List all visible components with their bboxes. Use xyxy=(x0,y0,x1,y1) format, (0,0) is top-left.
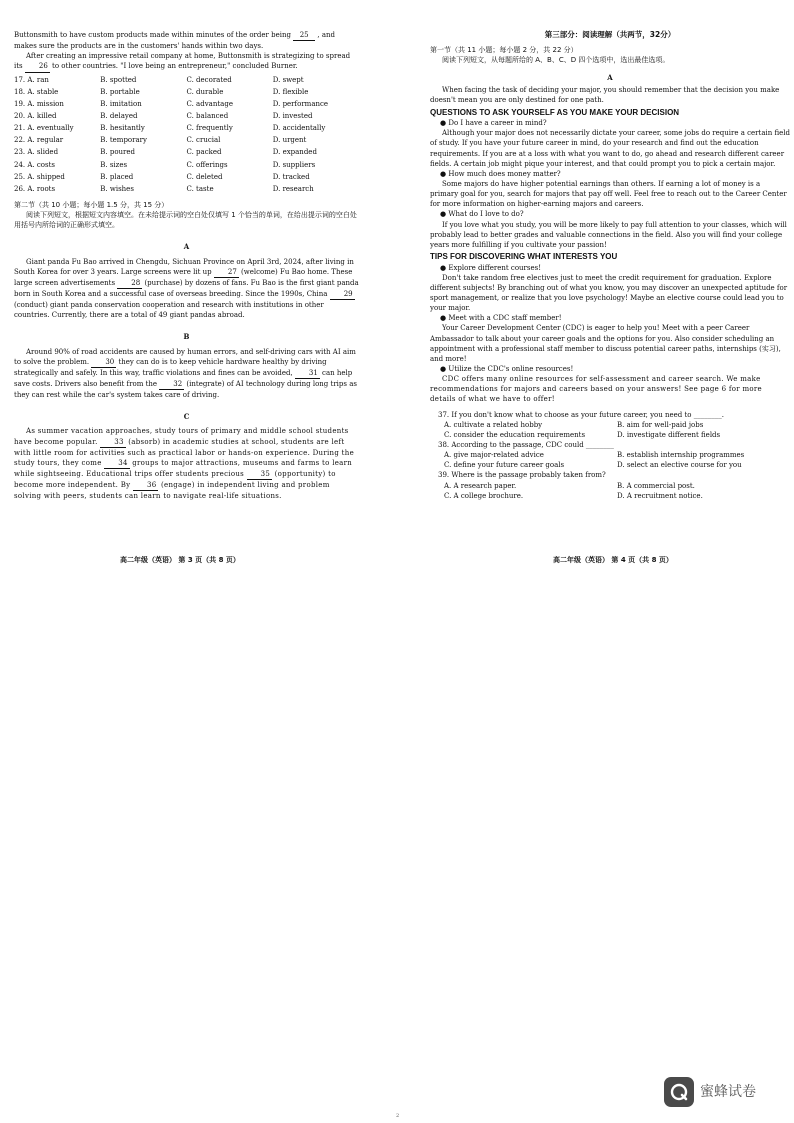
passage-c-label: C xyxy=(183,412,190,422)
bullet-online-resources: ● Utilize the CDC's online resources! xyxy=(440,365,574,373)
right-page xyxy=(430,30,790,501)
bullet-money-matter: ● How much does money matter? xyxy=(440,169,561,178)
option[interactable]: D. investigate different fields xyxy=(617,430,721,439)
blank-30[interactable]: 30 xyxy=(91,357,116,368)
option[interactable]: C. A college brochure. xyxy=(444,491,524,500)
section-2-instructions: 阅读下列短文，根据短文内容填空。在未给提示词的空白处仅填写 1 个恰当的单词，在给出提示词的空白处用括号内所给词的正确形式填空。 xyxy=(14,211,357,230)
blank-33[interactable]: 33 xyxy=(100,437,126,448)
option-row: 25. A. shipped B. placed C. deleted D. tracked xyxy=(14,172,310,181)
bullet-explore-courses: ● Explore different courses! xyxy=(440,263,542,272)
text-money-matter: Some majors do have higher potential earnings than others. If earning a lot of money is a primary goal for you, search for majors that pay off well. Feel free to reach out to the Career Center for more information on higher-earning majors and careers. xyxy=(430,180,787,209)
question-38-options xyxy=(430,450,790,470)
blank-35[interactable]: 35 xyxy=(247,469,273,480)
blank-34[interactable]: 34 xyxy=(104,458,130,469)
passage-b-label: B xyxy=(183,332,190,342)
option[interactable]: A. cultivate a related hobby xyxy=(444,420,543,429)
option-row: 17. A. ran B. spotted C. decorated D. swept xyxy=(14,75,304,84)
question-39-options xyxy=(430,481,790,501)
section-1-instructions: 阅读下列短文，从每题所给的 A、B、C、D 四个选项中，选出最佳选项。 xyxy=(442,56,670,65)
blank-36[interactable]: 36 xyxy=(133,480,159,491)
option-row: 19. A. mission B. imitation C. advantage D. performance xyxy=(14,99,329,108)
question-37-options xyxy=(430,420,790,440)
watermark-text: 蜜蜂试卷 xyxy=(700,1083,756,1100)
text-love-to-do: If you love what you study, you will be more likely to pay full attention to your classes, which will probably lead to better grades and valuable connections in the field. Also you will find your college years more fulfilling if you cultivate your passion! xyxy=(430,220,787,249)
reading-passage-label: A xyxy=(607,73,613,83)
text-online-resources: CDC offers many online resources for self-assessment and career search. We make recommendations for majors and careers based on your answers! See page 6 for more details of what we have to offer! xyxy=(430,375,762,404)
text-explore-courses: Don't take random free electives just to meet the credit requirement for graduation. Explore different subjects! By branching out of what you know, you may discover an unexpected aptitude for sport management, or realize that you love psychology! Maybe an elective course could lead you to your major. xyxy=(430,273,788,313)
option-row: 18. A. stable B. portable C. durable D. flexible xyxy=(14,87,309,96)
option[interactable]: B. establish internship programmes xyxy=(617,451,745,460)
option-row: 26. A. roots B. wishes C. taste D. research xyxy=(14,184,314,193)
option-row: 23. A. slided B. poured C. packed D. expanded xyxy=(14,148,317,157)
bullet-meet-cdc: ● Meet with a CDC staff member! xyxy=(440,314,562,323)
option-row: 20. A. killed B. delayed C. balanced D. invested xyxy=(14,111,313,120)
option-row: 22. A. regular B. temporary C. crucial D. urgent xyxy=(14,136,307,145)
left-page-footer: 高二年级（英语） 第 3 页（共 8 页） xyxy=(120,556,240,564)
option[interactable]: D. select an elective course for you xyxy=(617,461,742,470)
text-meet-cdc: Your Career Development Center (CDC) is eager to help you! Meet with a peer Career Ambassador to talk about your career goals and the options for you. Also consider scheduling an appointment with a professional staff member to discuss potential career paths, internships (实习), and more! xyxy=(430,324,781,363)
bee-logo-icon xyxy=(664,1077,694,1107)
passage-a-label: A xyxy=(183,242,190,252)
part-3-title: 第三部分：阅读理解（共两节，32分） xyxy=(544,30,676,39)
blank-26[interactable]: 26 xyxy=(25,61,50,72)
passage-b-text: Around 90% of road accidents are caused by human errors, and self-driving cars with AI aim to solve the problem. 30 they can do is to keep vehicle hardware healthy by driving strategically and safely. In this way, traffic violations and fines can be avoided, 31 can help save costs. Drivers also benefit from the 32 (integrate) of AI technology during long trips as they can rest while the car's system takes care of driving. xyxy=(14,347,357,400)
bullet-career-in-mind: ● Do I have a career in mind? xyxy=(440,119,547,128)
question-38-stem: 38. According to the passage, CDC could ________ xyxy=(438,440,614,449)
blank-25[interactable]: 25 xyxy=(293,30,315,41)
option[interactable]: B. aim for well-paid jobs xyxy=(617,420,704,429)
option-row: 24. A. costs B. sizes C. offerings D. suppliers xyxy=(14,160,316,169)
option[interactable]: A. A research paper. xyxy=(444,481,517,490)
left-page xyxy=(14,30,359,501)
question-39-stem: 39. Where is the passage probably taken from? xyxy=(438,471,606,480)
blank-27[interactable]: 27 xyxy=(214,267,239,278)
watermark xyxy=(664,1077,756,1107)
passage-c-text: As summer vacation approaches, study tours of primary and middle school students have become popular. 33 (absorb) in academic studies at school, students are left with little room for activities such as practical labor or hands-on experience. During the study tours, they come 34 groups to major attractions, museums and farms to learn while sightseeing. Educational trips offer students precious 35 (opportunity) to become more independent. By 36 (engage) in independent living and problem solving with peers, students can learn to navigate real-life situations. xyxy=(14,427,355,501)
heading-tips: TIPS FOR DISCOVERING WHAT INTERESTS YOU xyxy=(430,252,618,261)
passage-a-text: Giant panda Fu Bao arrived in Chengdu, Sichuan Province on April 3rd, 2024, after living in South Korea for over 3 years. Large screens were lit up 27 (welcome) Fu Bao home. These large screen advertisements 28 (purchase) by dozens of fans. Fu Bao is the first giant panda born in South Korea and a successful case of overseas breeding. Since the 1990s, China 29 (conduct) giant panda conservation cooperation and research with institutions in other countries. Currently, there are a total of 49 giant pandas abroad. xyxy=(14,257,359,320)
blank-31[interactable]: 31 xyxy=(295,368,320,379)
options-list xyxy=(14,75,359,194)
intro-paragraph-2: After creating an impressive retail company at home, Buttonsmith is strategizing to spread its 26 to other countries. "I love being an entrepreneur," concluded Burner. xyxy=(14,51,359,72)
option[interactable]: D. A recruitment notice. xyxy=(617,491,703,500)
blank-29[interactable]: 29 xyxy=(330,289,355,300)
section-2-title: 第二节（共 10 小题；每小题 1.5 分，共 15 分） xyxy=(14,200,169,209)
option-row: 21. A. eventually B. hesitantly C. frequently D. accidentally xyxy=(14,124,326,133)
intro-paragraph-1: Buttonsmith to have custom products made within minutes of the order being 25 , and makes sure the products are in the customers' hands within two days. xyxy=(14,31,336,51)
heading-questions: QUESTIONS TO ASK YOURSELF AS YOU MAKE YOUR DECISION xyxy=(430,107,680,117)
right-page-footer: 高二年级（英语） 第 4 页（共 8 页） xyxy=(553,556,673,564)
question-37-stem: 37. If you don't know what to choose as your future career, you need to ________. xyxy=(438,410,724,419)
option[interactable]: A. give major-related advice xyxy=(444,451,544,460)
option[interactable]: C. define your future career goals xyxy=(444,461,565,470)
bullet-love-to-do: ● What do I love to do? xyxy=(440,210,524,219)
option[interactable]: C. consider the education requirements xyxy=(444,430,586,439)
text-career-in-mind: Although your major does not necessarily dictate your career, some jobs do require a certain field of study. If you have your future career in mind, do your research and find out the education requirements. If you are at a loss with what you want to do, go ahead and research different career fields. A certain job might pique your interest, and that could prompt you to pick a certain major. xyxy=(430,129,791,168)
page-number: 2 xyxy=(396,1113,400,1119)
question-list xyxy=(430,410,790,501)
blank-28[interactable]: 28 xyxy=(117,278,142,289)
section-1-title: 第一节（共 11 小题；每小题 2 分，共 22 分） xyxy=(430,45,578,54)
reading-intro: When facing the task of deciding your major, you should remember that the decision you make doesn't mean you are only destined for one path. xyxy=(430,86,780,105)
blank-32[interactable]: 32 xyxy=(159,379,184,390)
option[interactable]: B. A commercial post. xyxy=(617,481,695,490)
